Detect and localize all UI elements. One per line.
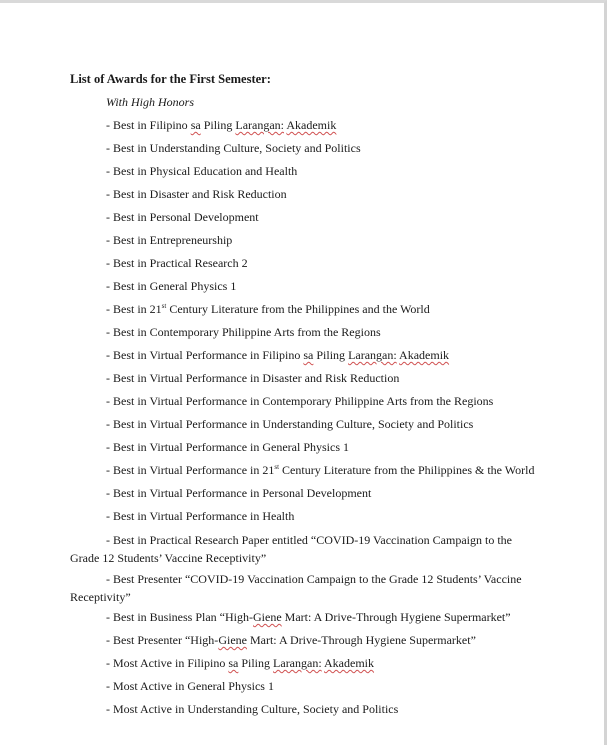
award-text: - Best in Entrepreneurship <box>106 233 233 247</box>
award-text: - Most Active in Filipino <box>106 656 229 670</box>
award-text: Mart: A Drive-Through Hygiene Supermarket” <box>281 610 511 624</box>
award-text: - Best in Contemporary Philippine Arts from the Regions <box>106 325 381 339</box>
award-item <box>70 632 550 655</box>
award-text: - Best in Virtual Performance in 21 <box>106 463 275 477</box>
award-text: - Best in Virtual Performance in Health <box>106 509 295 523</box>
spellcheck-flagged-word[interactable]: Larangan: <box>348 348 397 362</box>
spellcheck-flagged-word[interactable]: sa <box>228 656 239 670</box>
spellcheck-flagged-word[interactable]: Giene <box>253 610 282 624</box>
award-item <box>70 186 550 209</box>
awards-list <box>70 117 550 724</box>
document-body[interactable] <box>70 71 550 724</box>
award-item <box>70 609 550 632</box>
ordinal-suffix: st <box>161 302 167 310</box>
spellcheck-flagged-word[interactable]: sa <box>303 348 314 362</box>
award-item <box>70 209 550 232</box>
award-text: Piling <box>238 656 274 670</box>
award-text: - Best in Virtual Performance in Personal Development <box>106 486 372 500</box>
award-item <box>70 370 550 393</box>
spellcheck-flagged-word[interactable]: sa <box>190 118 201 132</box>
award-text: - Most Active in Understanding Culture, Society and Politics <box>106 702 399 716</box>
award-text: - Best in Virtual Performance in Understanding Culture, Society and Politics <box>106 417 474 431</box>
award-text: - Best in Virtual Performance in General Physics 1 <box>106 440 349 454</box>
award-item <box>70 416 550 439</box>
award-item <box>70 701 550 724</box>
award-item <box>70 117 550 140</box>
award-text: Piling <box>313 348 349 362</box>
award-text: - Best in Disaster and Risk Reduction <box>106 187 287 201</box>
award-text: - Best in Filipino <box>106 118 191 132</box>
award-item <box>70 278 550 301</box>
award-text: - Most Active in General Physics 1 <box>106 679 274 693</box>
award-item <box>70 570 530 606</box>
award-item <box>70 531 530 567</box>
spellcheck-flagged-word[interactable]: Akademik <box>286 118 337 132</box>
award-item <box>70 324 550 347</box>
award-text: Mart: A Drive-Through Hygiene Supermarket” <box>246 633 476 647</box>
spellcheck-flagged-word[interactable]: Larangan: <box>235 118 285 132</box>
award-text: - Best in Physical Education and Health <box>106 164 298 178</box>
spellcheck-flagged-word[interactable]: Akademik <box>324 656 375 670</box>
award-text: - Best in 21 <box>106 302 162 316</box>
award-text: - Best in Practical Research Paper entitled “COVID-19 Vaccination Campaign to the Grade 12 Students’ Vaccine Receptivity” <box>70 533 512 565</box>
award-item <box>70 255 550 278</box>
award-item <box>70 140 550 163</box>
awards-heading: List of Awards for the First Semester: <box>70 72 271 86</box>
award-text: - Best in Virtual Performance in Contemporary Philippine Arts from the Regions <box>106 394 494 408</box>
award-item <box>70 347 550 370</box>
award-text: Century Literature from the Philippines & the World <box>279 463 535 477</box>
award-text: - Best in General Physics 1 <box>106 279 237 293</box>
award-text: Piling <box>200 118 236 132</box>
award-item <box>70 393 550 416</box>
award-text: - Best in Practical Research 2 <box>106 256 248 270</box>
spellcheck-flagged-word[interactable]: Giene <box>218 633 247 647</box>
award-text: - Best in Business Plan “High- <box>106 610 253 624</box>
honors-subheading: With High Honors <box>106 95 195 109</box>
award-item <box>70 508 550 531</box>
award-item <box>70 232 550 255</box>
ordinal-suffix: st <box>274 463 280 471</box>
spellcheck-flagged-word[interactable]: Akademik <box>399 348 450 362</box>
award-text: - Best in Personal Development <box>106 210 259 224</box>
award-text: - Best in Virtual Performance in Filipino <box>106 348 304 362</box>
award-item <box>70 678 550 701</box>
award-text: - Best Presenter “COVID-19 Vaccination Campaign to the Grade 12 Students’ Vaccine Receptivity” <box>70 572 522 604</box>
award-text: Century Literature from the Philippines and the World <box>166 302 430 316</box>
award-item <box>70 655 550 678</box>
award-text: - Best Presenter “High- <box>106 633 219 647</box>
award-item <box>70 163 550 186</box>
award-item <box>70 439 550 462</box>
award-item <box>70 485 550 508</box>
spellcheck-flagged-word[interactable]: Larangan: <box>273 656 322 670</box>
award-text: - Best in Understanding Culture, Society and Politics <box>106 141 361 155</box>
award-text: - Best in Virtual Performance in Disaster and Risk Reduction <box>106 371 400 385</box>
award-item <box>70 301 550 324</box>
award-item <box>70 462 550 485</box>
